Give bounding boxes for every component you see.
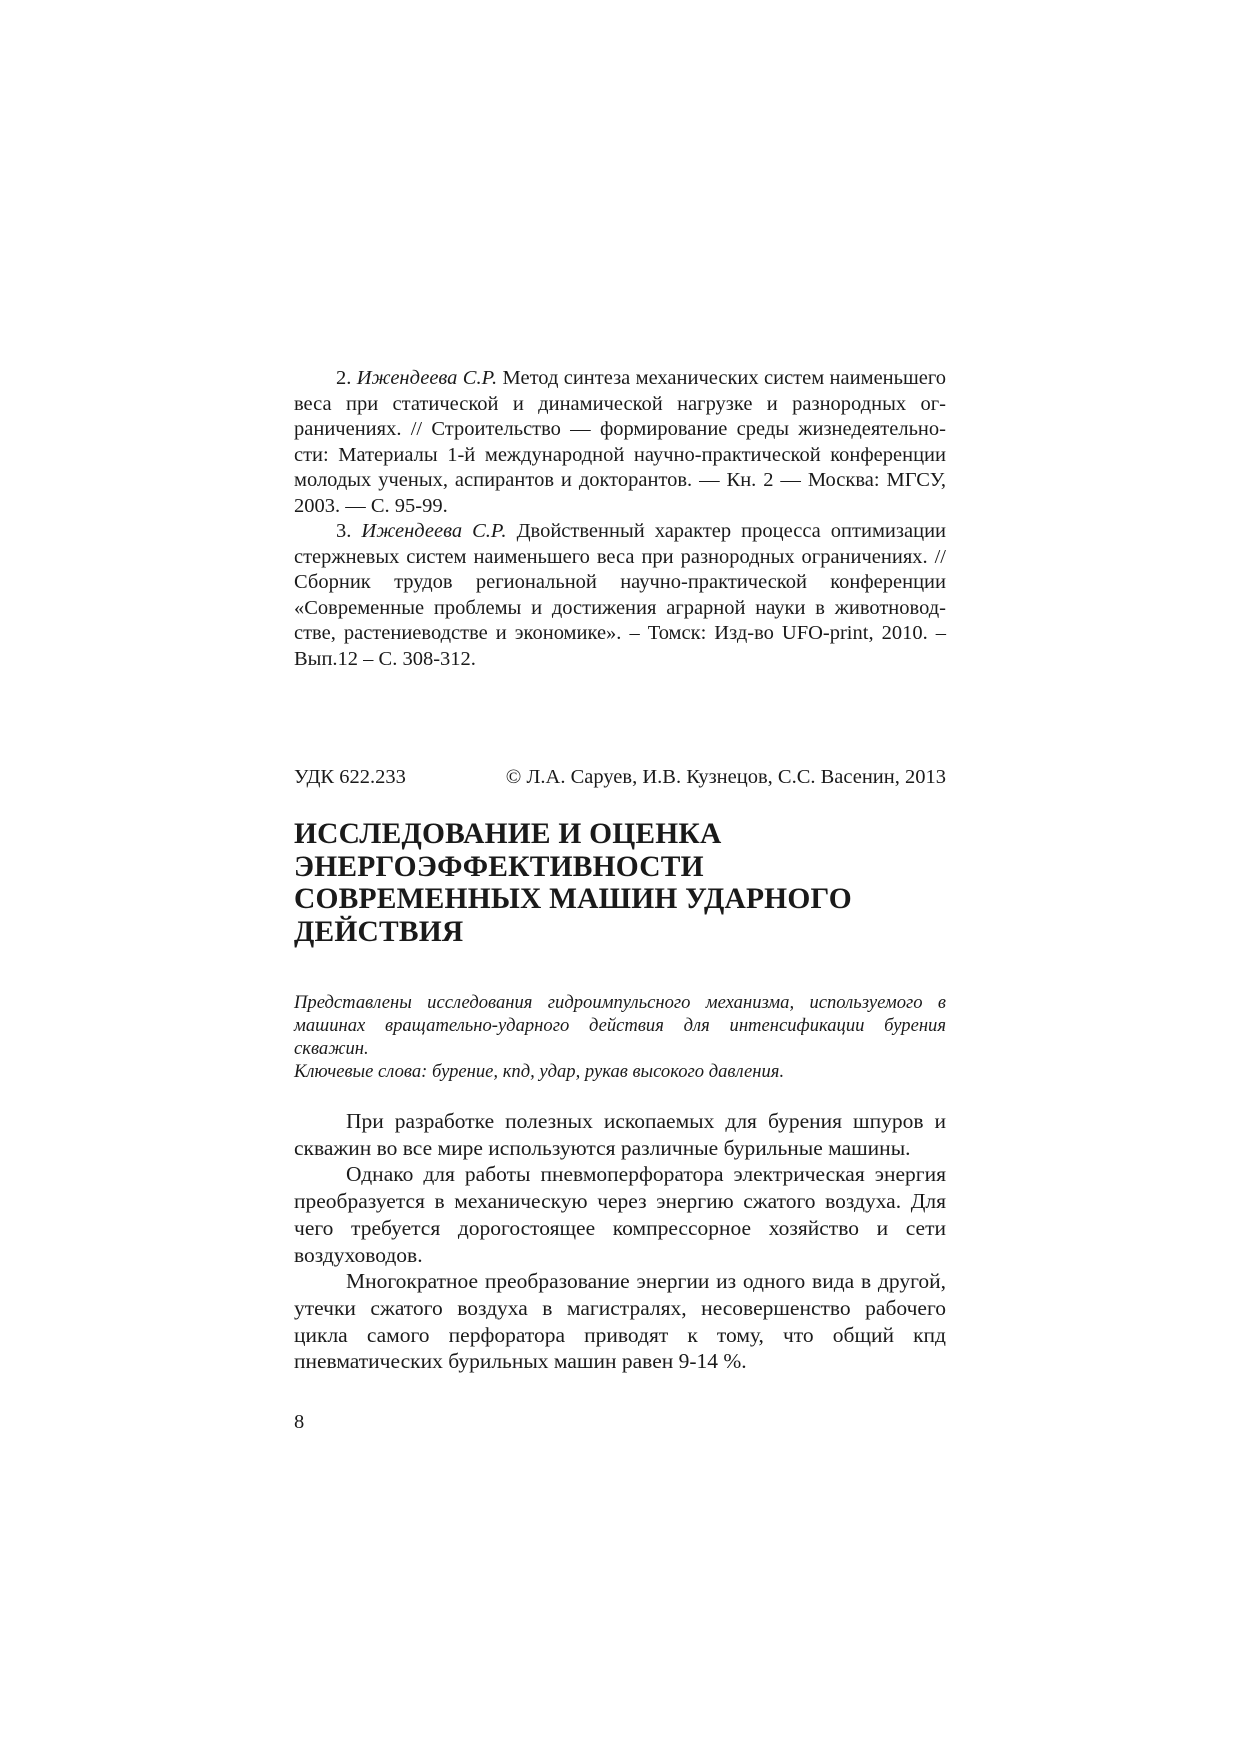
reference-number: 3. xyxy=(336,520,352,542)
abstract-block xyxy=(294,991,946,1083)
article-title xyxy=(294,818,946,948)
title-line: ЭНЕРГОЭФФЕКТИВНОСТИ xyxy=(294,850,704,883)
title-line: СОВРЕМЕННЫХ МАШИН УДАРНОГО xyxy=(294,883,852,915)
reference-text: Метод синтеза механических систем наименьшего веса при статической и динамической нагрузке и разнородных ограничениях. // Строительство — формирование среды жизнедеятельности: Материалы 1-й международной научно-практической конференции молодых ученых, аспирантов и докторантов. — Кн. 2 — Москва: МГСУ, 2003. — С. 95-99. xyxy=(294,367,947,517)
reference-author: Ижендеева С.Р. xyxy=(356,367,498,389)
article-body xyxy=(294,1108,946,1375)
body-paragraph: Однако для работы пневмоперфоратора электрическая энергия преобразуется в механическую через энергию сжатого воздуха. Для чего требуется дорогостоящее компрессорное хозяйство и сети воздуховодов. xyxy=(294,1162,946,1267)
keywords: Ключевые слова: бурение, кпд, удар, рукав высокого давления. xyxy=(294,1061,785,1082)
udk-code: УДК 622.233 xyxy=(294,766,406,788)
article-meta-line xyxy=(294,764,946,790)
reference-number: 2. xyxy=(336,367,352,389)
reference-author: Ижендеева С.Р. xyxy=(361,520,507,542)
title-line: ДЕЙСТВИЯ xyxy=(294,915,464,948)
body-paragraph: Многократное преобразование энергии из одного вида в другой, утечки сжатого воздуха в магистралях, несовершенство рабочего цикла самого перфоратора приводят к тому, что общий кпд пневматических бурильных машин равен 9-14 %. xyxy=(294,1269,946,1374)
page-number: 8 xyxy=(294,1411,305,1433)
reference-item xyxy=(294,366,946,519)
reference-text: Двойственный характер процесса оптимизации стержневых систем наименьшего веса при разнородных ограничениях. // Сборник трудов региональной научно-практической конференции «Современные проблемы и достижения аграрной науки в животноводстве, растениеводстве и экономике». – Томск: Изд-во UFO-print, 2010. – Вып.12 – С. 308-312. xyxy=(294,520,947,670)
reference-item xyxy=(294,519,946,672)
body-paragraph: При разработке полезных ископаемых для бурения шпуров и скважин во все мире используются различные бурильные машины. xyxy=(294,1109,946,1160)
reference-list xyxy=(294,366,946,672)
abstract-text: Представлены исследования гидроимпульсного механизма, используемого в машинах вращательно-ударного действия для интенсификации бурения скважин. xyxy=(294,992,946,1059)
copyright-notice: © Л.А. Саруев, И.В. Кузнецов, С.С. Васенин, 2013 xyxy=(505,766,946,788)
title-line: ИССЛЕДОВАНИЕ И ОЦЕНКА xyxy=(294,818,722,850)
